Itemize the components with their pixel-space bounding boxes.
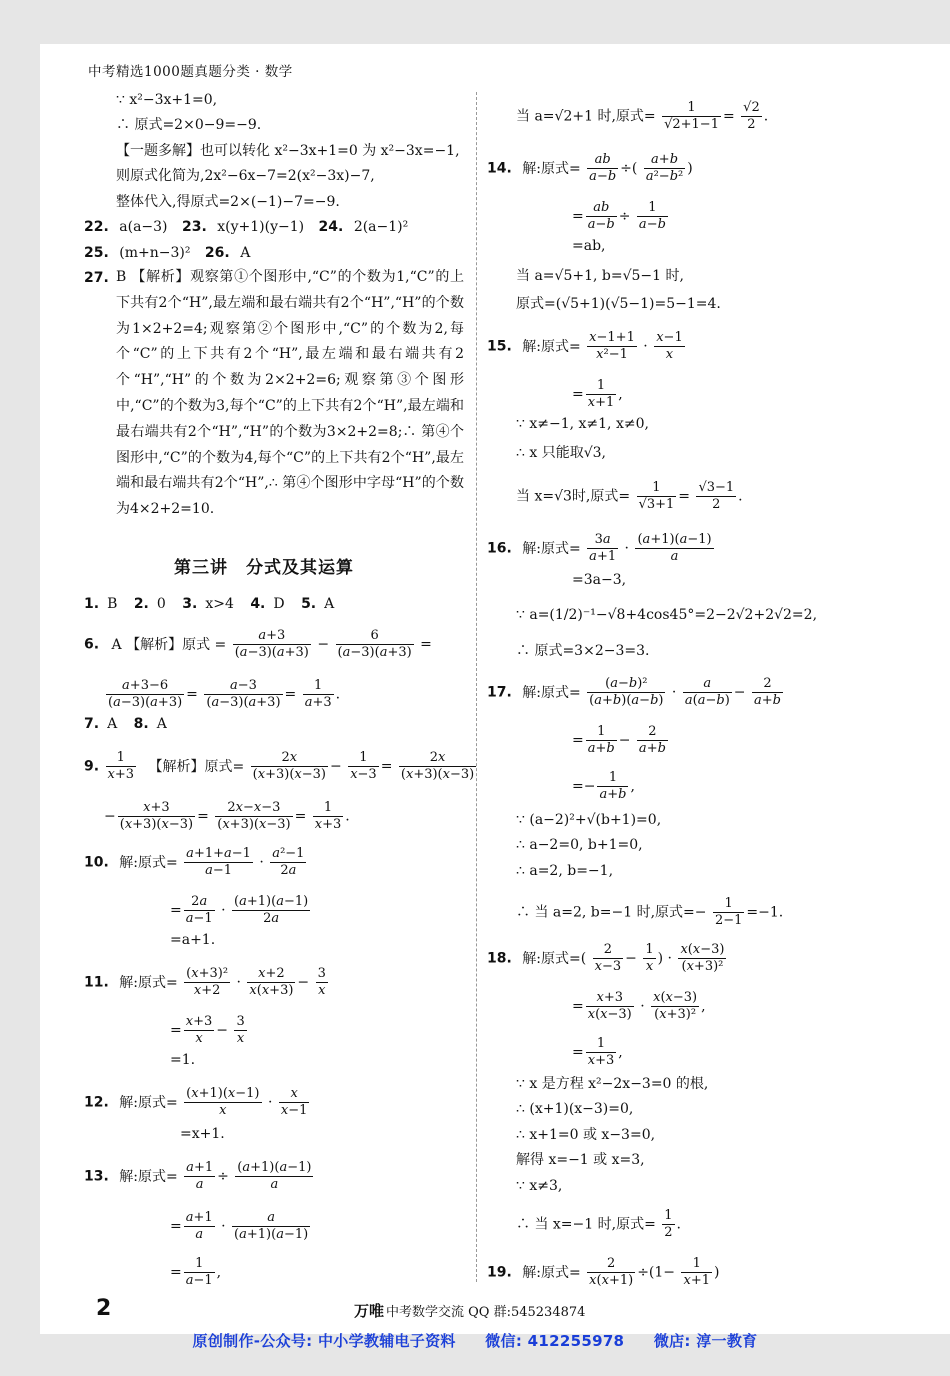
solution-text: 当 x=√3时,原式= [516, 488, 631, 505]
solution-line: $\frac{a+3-6}{(a-3)(a+3)}$ = $\frac{a-3}{(a-3)(a+3)}$ = $\frac{1}{a+3}$ . [108, 678, 341, 710]
fraction: $\frac{1}{x+3}$ [314, 800, 342, 832]
watermark-text: 微店: 淳一教育 [653, 1332, 758, 1350]
fraction: $\frac{3a}{a+1}$ [589, 532, 617, 564]
fraction: $\frac{√2}{2}$ [743, 100, 760, 132]
solution-line: 17. 解:原式= $\frac{\text{(a−b)²}}{(a+b)(a-b)}$ · $\frac{a}{a(a-b)}$ − $\frac{2}{a+b}$ [487, 676, 781, 708]
answer-row [84, 217, 408, 237]
q-number: 8. [133, 716, 149, 732]
fraction: $\frac{2a}{a-1}$ [185, 894, 213, 926]
text-line: ∵ x²−3x+1=0, [116, 92, 218, 108]
q-number: 26. [204, 245, 230, 261]
solution-line: = $\frac{1}{a-1}$ , [170, 1256, 222, 1288]
fraction: $\frac{1}{x+3}$ [107, 750, 135, 782]
solution-line: = $\frac{x+3}{x(x-3)}$ · $\frac{x(x-3)}{\text{(x+3)²}}$ , [572, 990, 706, 1022]
answer-row [84, 714, 167, 734]
watermark-bar [0, 1330, 950, 1351]
fraction: $\frac{1}{x}$ [645, 942, 654, 974]
solution-text: 解:原式= [522, 950, 581, 967]
solution-line: 原式=(√5+1)(√5−1)=5−1=4. [516, 296, 721, 312]
answer-row [84, 594, 334, 614]
fraction: $\frac{1}{a-1}$ [185, 1256, 213, 1288]
text-line: 则原式化简为,2x²−6x−7=2(x²−3x)−7, [116, 168, 375, 184]
fraction: $\frac{a+1+a-1}{a-1}$ [186, 846, 251, 878]
text-line: 【一题多解】也可以转化 x²−3x+1=0 为 x²−3x=−1, [116, 143, 460, 159]
fraction: $\frac{\text{(a−b)²}}{(a+b)(a-b)}$ [589, 676, 664, 708]
answer: x>4 [205, 596, 234, 612]
fraction: $\frac{x+3}{(x+3)(x-3)}$ [119, 800, 194, 832]
fraction: $\frac{x-1+1}{\text{x²−1}}$ [589, 330, 635, 362]
q-number: 15. [487, 338, 512, 355]
q-number: 3. [182, 596, 198, 612]
answer: A [240, 245, 251, 261]
q-number: 27. [84, 270, 109, 286]
solution-line: 11. 解:原式= $\frac{\text{(x+3)²}}{x+2}$ · $\frac{x+2}{x(x+3)}$ − $\frac{3}{x}$ [84, 966, 326, 998]
solution-text: A 【解析】原式 = [111, 636, 227, 653]
answer-row [84, 243, 250, 263]
solution-line: ∴ a=2, b=−1, [516, 863, 614, 879]
fraction: $\frac{a}{(a+1)(a-1)}$ [234, 1210, 309, 1242]
fraction: $\frac{a+b}{\text{a²−b²}}$ [645, 152, 684, 184]
fraction: $\frac{(x+1)(x-1)}{x}$ [186, 1086, 260, 1118]
solution-text: 解:原式= [522, 684, 581, 701]
fraction: $\frac{a+1}{a}$ [185, 1210, 213, 1242]
solution-text: 解:原式= [119, 854, 178, 871]
solution-line: 6. A 【解析】原式 = $\frac{a+3}{(a-3)(a+3)}$ − $\frac{6}{(a-3)(a+3)}$ = [84, 628, 432, 660]
solution-line: 当 a=√5+1, b=√5−1 时, [516, 268, 684, 284]
solution-line: =1. [170, 1052, 196, 1068]
solution-line: ∴ a−2=0, b+1=0, [516, 837, 643, 853]
q-number: 6. [84, 636, 100, 653]
solution-line: 14. 解:原式= $\frac{ab}{a-b}$ ÷( $\frac{a+b}{\text{a²−b²}}$ ) [487, 152, 693, 184]
footer-text: 中考数学交流 QQ 群:545234874 [386, 1305, 586, 1320]
q-number: 19. [487, 1264, 512, 1281]
solution-text: 解:原式= [119, 1094, 178, 1111]
fraction: $\frac{a+3-6}{(a-3)(a+3)}$ [108, 678, 183, 710]
fraction: $\frac{ab}{a-b}$ [587, 200, 615, 232]
q-number: 1. [84, 596, 100, 612]
q-number: 23. [181, 219, 207, 235]
answer: a(a−3) [119, 219, 168, 235]
fraction: $\frac{x(x-3)}{\text{(x+3)²}}$ [653, 990, 698, 1022]
q-number: 7. [84, 716, 100, 732]
solution-text: 当 a=√2+1 时,原式= [516, 108, 656, 125]
solution-text: 解:原式= [119, 974, 178, 991]
fraction: $\frac{1}{a+b}$ [599, 770, 627, 802]
solution-text: 解:原式= [522, 160, 581, 177]
solution-text: 解:原式= [522, 540, 581, 557]
q-number: 12. [84, 1094, 109, 1111]
solution-text: ∴ 当 x=−1 时,原式= [516, 1216, 656, 1233]
solution-line: =a+1. [170, 932, 216, 948]
fraction: $\frac{2}{x-3}$ [594, 942, 622, 974]
fraction: $\frac{x-1}{x}$ [656, 330, 683, 362]
q-number: 13. [84, 1168, 109, 1185]
solution-line: ∴ x+1=0 或 x−3=0, [516, 1127, 656, 1143]
solution-line: ∴ 当 x=−1 时,原式= $\frac{1}{2}$ . [516, 1208, 681, 1240]
solution-line: 18. 解:原式=( $\frac{2}{x-3}$ − $\frac{1}{x}$ ) · $\frac{x(x-3)}{\text{(x+3)²}}$ [487, 942, 725, 974]
solution-line: 10. 解:原式= $\frac{a+1+a-1}{a-1}$ · $\frac{\text{a²−1}}{2a}$ [84, 846, 305, 878]
fraction: $\frac{x+3}{x}$ [185, 1014, 213, 1046]
solution-line: 15. 解:原式= $\frac{x-1+1}{\text{x²−1}}$ · $\frac{x-1}{x}$ [487, 330, 683, 362]
answer: D [273, 596, 285, 612]
q-number: 4. [250, 596, 266, 612]
fraction: $\frac{1}{x-3}$ [350, 750, 377, 782]
answer: (m+n−3)² [119, 245, 191, 261]
q-number: 22. [84, 219, 109, 235]
solution-line: = $\frac{ab}{a-b}$ ÷ $\frac{1}{a-b}$ [572, 200, 666, 232]
answer: x(y+1)(y−1) [217, 219, 305, 235]
solution-line: = $\frac{1}{x+1}$ , [572, 378, 623, 410]
answer: B [107, 596, 118, 612]
solution-line: 9. $\frac{1}{x+3}$ 【解析】原式= $\frac{2x}{(x+3)(x-3)}$ − $\frac{1}{x-3}$ = $\frac{2x}{(x+3)(x-3)}$ [84, 750, 475, 782]
fraction: $\frac{1}{√3+1}$ [638, 480, 675, 512]
solution-line: 16. 解:原式= $\frac{3a}{a+1}$ · $\frac{(a+1)(a-1)}{a}$ [487, 532, 712, 564]
answer: A [107, 716, 118, 732]
fraction: $\frac{6}{(a-3)(a+3)}$ [337, 628, 412, 660]
solution-text: 解:原式= [522, 1264, 581, 1281]
fraction: $\frac{1}{a-b}$ [638, 200, 666, 232]
solution-line: 解得 x=−1 或 x=3, [516, 1152, 645, 1168]
fraction: $\frac{a}{a(a-b)}$ [684, 676, 730, 708]
solution-line: ∵ a=(1/2)⁻¹−√8+4cos45°=2−2√2+2√2=2, [516, 607, 818, 623]
watermark-text: 微信: 412255978 [485, 1332, 625, 1350]
solution-line: =x+1. [180, 1126, 225, 1142]
q-number: 18. [487, 950, 512, 967]
q-number: 14. [487, 160, 512, 177]
fraction: $\frac{1}{2-1}$ [714, 896, 743, 928]
fraction: $\frac{3}{x}$ [236, 1014, 245, 1046]
q-number: 5. [301, 596, 317, 612]
fraction: $\frac{(a+1)(a-1)}{2a}$ [234, 894, 309, 926]
q-number: 10. [84, 854, 109, 871]
solution-line: = $\frac{a+1}{a}$ · $\frac{a}{(a+1)(a-1)}$ [170, 1210, 309, 1242]
fraction: $\frac{2}{a+b}$ [638, 724, 666, 756]
solution-line: = $\frac{1}{a+b}$ − $\frac{2}{a+b}$ [572, 724, 666, 756]
solution-text: ∴ 当 a=2, b=−1 时,原式= [516, 904, 695, 921]
fraction: $\frac{1}{a+3}$ [304, 678, 332, 710]
fraction: $\frac{(a+1)(a-1)}{a}$ [637, 532, 712, 564]
fraction: $\frac{x(x-3)}{\text{(x+3)²}}$ [680, 942, 725, 974]
fraction: $\frac{1}{x+1}$ [587, 378, 615, 410]
column-divider [476, 92, 477, 1282]
fraction: $\frac{1}{x+1}$ [683, 1256, 710, 1288]
fraction: $\frac{x}{x-1}$ [280, 1086, 308, 1118]
answer: A [156, 716, 167, 732]
solution-line: = $\frac{2a}{a-1}$ · $\frac{(a+1)(a-1)}{2a}$ [170, 894, 309, 926]
solution-text: 【解析】原式= [148, 758, 245, 775]
solution-line: = $\frac{x+3}{x}$ − $\frac{3}{x}$ [170, 1014, 245, 1046]
fraction: $\frac{3}{x}$ [317, 966, 326, 998]
solution-line: =3a−3, [572, 572, 627, 588]
fraction: $\frac{2x}{(x+3)(x-3)}$ [252, 750, 326, 782]
solution-line: 当 a=√2+1 时,原式= $\frac{1}{√2+1-1}$ = $\frac{√2}{2}$ . [516, 100, 769, 132]
solution-line: − $\frac{x+3}{(x+3)(x-3)}$ = $\frac{2x-x-3}{(x+3)(x-3)}$ = $\frac{1}{x+3}$ . [104, 800, 350, 832]
answer: 2(a−1)² [353, 219, 409, 235]
solution-line: ∴ x 只能取√3, [516, 445, 606, 461]
solution-text: 解:原式= [522, 338, 581, 355]
q-number: 17. [487, 684, 512, 701]
fraction: $\frac{a-3}{(a-3)(a+3)}$ [206, 678, 281, 710]
solution-line: ∴ 当 a=2, b=−1 时,原式=− $\frac{1}{2-1}$ =−1. [516, 896, 784, 928]
watermark-text: 原创制作-公众号: 中小学教辅电子资料 [192, 1332, 456, 1350]
text-line: ∴ 原式=2×0−9=−9. [116, 117, 262, 133]
solution-line: =− $\frac{1}{a+b}$ , [572, 770, 635, 802]
fraction: $\frac{1}{a+b}$ [587, 724, 615, 756]
solution-line: ∴ (x+1)(x−3)=0, [516, 1101, 634, 1117]
solution-line: ∵ x≠3, [516, 1178, 563, 1194]
fraction: $\frac{x+2}{x(x+3)}$ [249, 966, 294, 998]
q-number: 24. [318, 219, 344, 235]
solution-line: ∴ 原式=3×2−3=3. [516, 643, 650, 659]
solution-line: 当 x=√3时,原式= $\frac{1}{√3+1}$ = $\frac{√3-1}{2}$ . [516, 480, 743, 512]
fraction: $\frac{2x-x-3}{(x+3)(x-3)}$ [217, 800, 291, 832]
fraction: $\frac{1}{x+3}$ [587, 1036, 615, 1068]
solution-line: ∵ (a−2)²+√(b+1)=0, [516, 812, 662, 828]
page-number: 2 [96, 1296, 112, 1321]
q-number: 16. [487, 540, 512, 557]
fraction: $\frac{1}{√2+1-1}$ [664, 100, 719, 132]
running-header: 中考精选1000题真题分类 · 数学 [88, 64, 293, 80]
solution-line: ∵ x≠−1, x≠1, x≠0, [516, 416, 649, 432]
fraction: $\frac{2}{a+b}$ [753, 676, 781, 708]
fraction: $\frac{\text{a²−1}}{2a}$ [272, 846, 305, 878]
section-title: 第三讲 分式及其运算 [174, 558, 354, 578]
q-number: 11. [84, 974, 109, 991]
q-number: 9. [84, 758, 100, 775]
fraction: $\frac{(a+1)(a-1)}{a}$ [237, 1160, 312, 1192]
answer: A [324, 596, 335, 612]
solution-line: 19. 解:原式= $\frac{2}{x(x+1)}$ ÷(1− $\frac{1}{x+1}$ ) [487, 1256, 720, 1288]
fraction: $\frac{2x}{(x+3)(x-3)}$ [400, 750, 475, 782]
solution-line: = $\frac{1}{x+3}$ , [572, 1036, 623, 1068]
fraction: $\frac{2}{x(x+1)}$ [589, 1256, 634, 1288]
solution-line: 12. 解:原式= $\frac{(x+1)(x-1)}{x}$ · $\frac{x}{x-1}$ [84, 1086, 308, 1118]
explanation-paragraph: B 【解析】观察第①个图形中,“C”的个数为1,“C”的上下共有2个“H”,最左端和最右端共有2个“H”,“H”的个数为1×2+2=4;观察第②个图形中,“C”的个数为2,每个“C”的上下共有2个“H”,最左端和最右端共有2个“H”,“H”的个数为2×2+2=6;观察第③个图形中,“C”的个数为3,每个“C”的上下共有2个“H”,最左端和最右端共有2个“H”,“H”的个数为3×2+2=8;∴ 第④个图形中,“C”的个数为4,每个“C”的上下共有2个“H”,最左端和最右端共有2个“H”,∴ 第④个图形中字母“H”的个数为4×2+2=10. [116, 269, 464, 518]
text-line: 整体代入,得原式=2×(−1)−7=−9. [116, 194, 340, 210]
solution-line: =ab, [572, 238, 606, 254]
footer-info [354, 1300, 585, 1321]
fraction: $\frac{ab}{a-b}$ [589, 152, 617, 184]
solution-line: 13. 解:原式= $\frac{a+1}{a}$ ÷ $\frac{(a+1)(a-1)}{a}$ [84, 1160, 312, 1192]
fraction: $\frac{\text{(x+3)²}}{x+2}$ [186, 966, 229, 998]
fraction: $\frac{a+3}{(a-3)(a+3)}$ [234, 628, 309, 660]
fraction: $\frac{a+1}{a}$ [186, 1160, 214, 1192]
fraction: $\frac{√3-1}{2}$ [698, 480, 735, 512]
brand-logo: 万唯 [354, 1302, 385, 1320]
q-number: 25. [84, 245, 109, 261]
solution-line: ∵ x 是方程 x²−2x−3=0 的根, [516, 1076, 709, 1092]
q-number: 2. [133, 596, 149, 612]
fraction: $\frac{x+3}{x(x-3)}$ [587, 990, 632, 1022]
fraction: $\frac{1}{2}$ [664, 1208, 673, 1240]
answer: 0 [156, 596, 166, 612]
solution-text: 解:原式= [119, 1168, 178, 1185]
